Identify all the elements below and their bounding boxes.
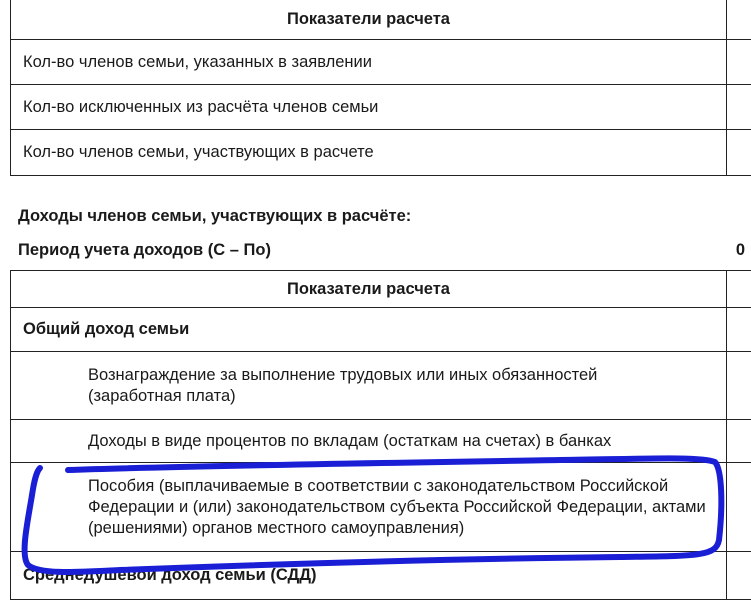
table-row <box>10 552 751 600</box>
benefits-label: Пособия (выплачиваемые в соответствии с законодательством Российской Федерации и (или) законодательством субъекта Российской Федерации, актами (решениями) органов местного самоуправления) <box>10 463 727 552</box>
table-row <box>10 85 751 130</box>
value-cell <box>726 40 751 85</box>
value-cell <box>726 552 751 600</box>
section-title: Доходы членов семьи, участвующих в расчёте: <box>18 207 412 225</box>
table-row <box>10 130 751 176</box>
value-cell <box>726 308 751 352</box>
table-row <box>10 463 751 552</box>
value-cell <box>726 85 751 130</box>
total-income-label: Общий доход семьи <box>10 308 727 352</box>
table-header-row <box>10 0 751 40</box>
table-row <box>10 308 751 352</box>
period-label: Период учета доходов (С – По) <box>18 241 271 259</box>
row-label: Кол-во исключенных из расчёта членов семьи <box>10 85 727 130</box>
value-cell <box>726 0 751 40</box>
value-cell <box>726 130 751 176</box>
value-cell <box>726 420 751 463</box>
value-cell <box>726 352 751 420</box>
per-capita-income-label: Среднедушевой доход семьи (СДД) <box>10 552 727 600</box>
table-header-row <box>10 270 751 308</box>
period-value: 0 <box>735 241 745 259</box>
table-row <box>10 420 751 463</box>
value-cell <box>726 463 751 552</box>
value-cell <box>726 270 751 308</box>
table-row <box>10 352 751 420</box>
table-header: Показатели расчета <box>10 270 727 308</box>
table-header: Показатели расчета <box>10 0 727 40</box>
row-label: Кол-во членов семьи, участвующих в расчете <box>10 130 727 176</box>
deposits-label: Доходы в виде процентов по вкладам (остаткам на счетах) в банках <box>10 420 727 463</box>
salary-label: Вознаграждение за выполнение трудовых или иных обязанностей (заработная плата) <box>10 352 727 420</box>
table-row <box>10 40 751 85</box>
row-label: Кол-во членов семьи, указанных в заявлении <box>10 40 727 85</box>
